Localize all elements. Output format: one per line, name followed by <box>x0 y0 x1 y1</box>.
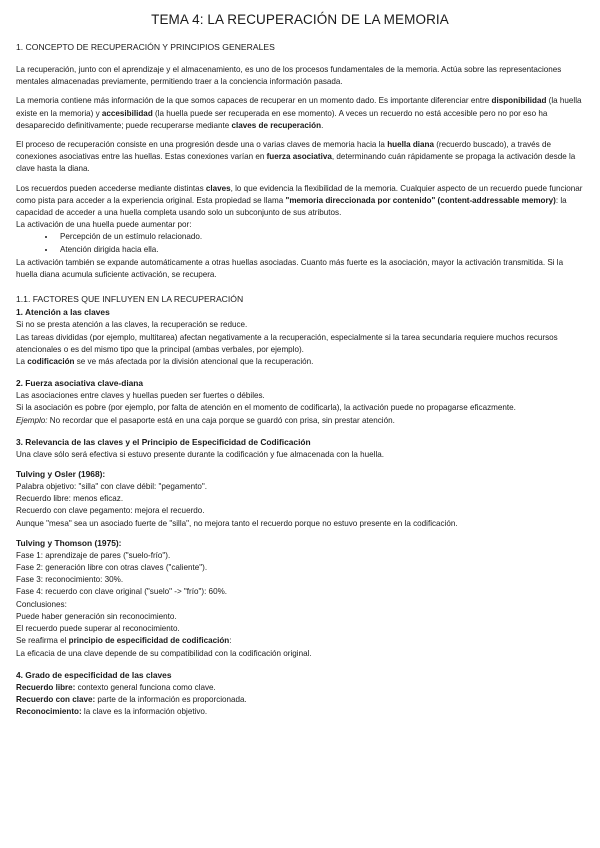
tulving-thomson-line: El recuerdo puede superar al reconocimiento. <box>16 624 180 634</box>
factor-4-line-2: Recuerdo con clave: parte de la información es proporcionada. <box>16 694 247 704</box>
factor-1-line-1: Si no se presta atención a las claves, la recuperación se reduce. <box>16 320 248 330</box>
factor-2-line-3: Ejemplo: No recordar que el pasaporte está en una caja porque se guardó con prisa, sin prestar atención. <box>16 415 395 425</box>
factor-4-title: 4. Grado de especificidad de las claves <box>16 669 172 680</box>
factor-4-line-1: Recuerdo libre: contexto general funciona como clave. <box>16 682 216 692</box>
factor-1-line-2: Las tareas divididas (por ejemplo, multitarea) afectan negativamente a la recuperación, especialmente si la tarea secundaria requiere muchos recursos atencionales o es del mismo tipo que la principal (ambas verbales, por ejemplo). <box>16 332 558 354</box>
tulving-osler-line: Recuerdo libre: menos eficaz. <box>16 494 124 504</box>
section-1-1-heading: 1.1. FACTORES QUE INFLUYEN EN LA RECUPERACIÓN <box>16 294 244 305</box>
factor-4-line-3: Reconocimiento: la clave es la información objetivo. <box>16 707 208 717</box>
factor-3-line-1: Una clave sólo será efectiva si estuvo presente durante la codificación y fue almacenada con la huella. <box>16 449 385 459</box>
factor-2-line-2: Si la asociación es pobre (por ejemplo, por falta de atención en el momento de codificarla), la activación puede no propagarse eficazmente. <box>16 403 516 413</box>
list-item: • Percepción de un estímulo relacionado. <box>56 231 584 244</box>
section-1-paragraph-3: El proceso de recuperación consiste en una progresión desde una o varias claves de memoria hacia la huella diana (recuerdo buscado), a través de conexiones asociativas entre las huellas. Estas conexiones varían en fuerza asociativa, determinando cuán rápidamente se propaga la activación desde la clave hasta la diana. <box>16 140 576 174</box>
section-1-heading: 1. CONCEPTO DE RECUPERACIÓN Y PRINCIPIOS GENERALES <box>16 42 275 52</box>
tulving-osler-title: Tulving y Osler (1968): <box>16 469 106 480</box>
tulving-thomson-last: La eficacia de una clave depende de su compatibilidad con la codificación original. <box>16 648 312 658</box>
tulving-thomson-line: Fase 3: reconocimiento: 30%. <box>16 575 124 585</box>
section-1-paragraph-5: La activación de una huella puede aumentar por: <box>16 220 192 230</box>
tulving-thomson-line: Fase 4: recuerdo con clave original ("suelo" -> "frío"): 60%. <box>16 587 228 597</box>
factor-2-title: 2. Fuerza asociativa clave-diana <box>16 378 144 389</box>
factor-1-title: 1. Atención a las claves <box>16 307 110 318</box>
section-1-paragraph-4: Los recuerdos pueden accederse mediante distintas claves, lo que evidencia la flexibilidad de la memoria. Cualquier aspecto de un recuerdo puede funcionar como pista para acceder a la experiencia original. Esta propiedad se llama "memoria direccionada por contenido" (content-addressable memory): la capacidad de acceder a una huella completa usando solo un subconjunto de sus atributos. <box>16 183 583 218</box>
tulving-thomson-reafirma: Se reafirma el principio de especificidad de codificación: <box>16 636 232 646</box>
list-item: • Atención dirigida hacia ella. <box>56 244 584 257</box>
tulving-osler-line: Aunque "mesa" sea un asociado fuerte de "silla", no mejora tanto el recuerdo porque no estuvo presente en la codificación. <box>16 518 458 528</box>
section-1-paragraph-2: La memoria contiene más información de la que somos capaces de recuperar en un momento dado. Es importante diferenciar entre disponibilidad (la huella existe en la memoria) y accesibilidad (la huella puede ser recuperada en ese momento). A veces un recuerdo no está accesible pero no por eso ha desaparecido definitivamente; puede recuperarse mediante claves de recuperación. <box>16 96 582 130</box>
factor-3-title: 3. Relevancia de las claves y el Principio de Especificidad de Codificación <box>16 436 311 447</box>
tulving-thomson-title: Tulving y Thomson (1975): <box>16 537 122 548</box>
tulving-osler-line: Palabra objetivo: "silla" con clave débil: "pegamento". <box>16 482 208 492</box>
section-1-paragraph-1: La recuperación, junto con el aprendizaje y el almacenamiento, es uno de los procesos fundamentales de la memoria. Actúa sobre las representaciones mentales almacenadas previamente, permitiendo traer a la conciencia información pasada. <box>16 65 562 87</box>
tulving-thomson-line: Conclusiones: <box>16 599 67 609</box>
tulving-thomson-line: Puede haber generación sin reconocimiento. <box>16 611 177 621</box>
factor-1-line-3: La codificación se ve más afectada por la división atencional que la recuperación. <box>16 357 314 367</box>
factor-2-line-1: Las asociaciones entre claves y huellas pueden ser fuertes o débiles. <box>16 391 265 401</box>
section-1-paragraph-6: La activación también se expande automáticamente a otras huellas asociadas. Cuanto más fuerte es la asociación, mayor la activación transmitida. Si la huella diana acumula suficiente activación, se recupera. <box>16 258 564 280</box>
activation-bullet-list <box>16 231 584 257</box>
document-title: TEMA 4: LA RECUPERACIÓN DE LA MEMORIA <box>151 12 449 27</box>
tulving-osler-line: Recuerdo con clave pegamento: mejora el recuerdo. <box>16 506 205 516</box>
tulving-thomson-line: Fase 2: generación libre con otras claves ("caliente"). <box>16 563 208 573</box>
tulving-thomson-line: Fase 1: aprendizaje de pares ("suelo-frío"). <box>16 550 171 560</box>
